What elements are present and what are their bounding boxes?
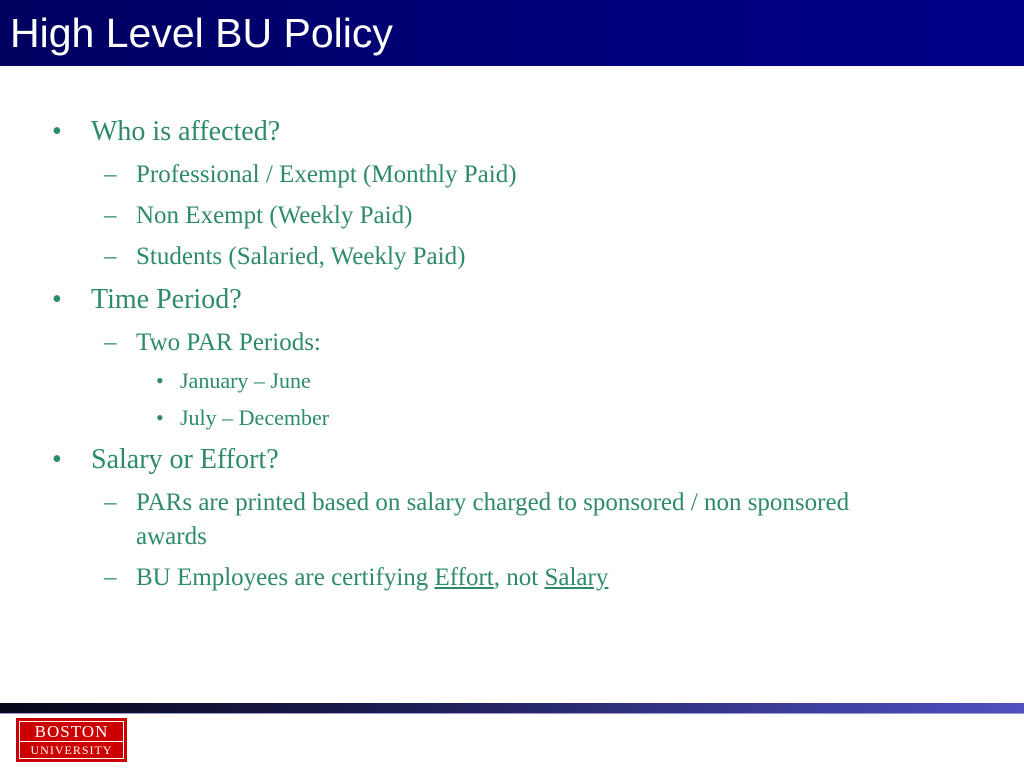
sub-bullet-marker: – — [104, 564, 117, 591]
certifying-middle: , not — [493, 564, 545, 591]
logo-text-university: UNIVERSITY — [30, 743, 113, 757]
sub-sub-bullet-marker: • — [156, 368, 164, 393]
sub-bullet-pars-printed-line1: PARs are printed based on salary charged to sponsored / non sponsored — [136, 489, 850, 516]
sub-bullet-certifying-effort — [136, 562, 608, 594]
logo-frame — [19, 721, 124, 759]
sub-sub-bullet-january-june: January – June — [180, 368, 311, 393]
certifying-prefix: BU Employees are certifying — [136, 564, 435, 591]
sub-bullet-pars-printed-line2: awards — [136, 523, 207, 550]
sub-bullet-marker: – — [104, 202, 117, 229]
boston-university-logo — [16, 718, 127, 762]
sub-bullet-marker: – — [104, 489, 117, 516]
effort-underlined: Effort — [434, 564, 494, 591]
sub-bullet-students: Students (Salaried, Weekly Paid) — [136, 243, 466, 270]
bullet-marker: • — [52, 284, 62, 315]
sub-bullet-professional-exempt: Professional / Exempt (Monthly Paid) — [136, 161, 517, 188]
footer-band — [0, 703, 1024, 713]
sub-sub-bullet-july-december: July – December — [180, 405, 330, 430]
sub-bullet-marker: – — [104, 329, 117, 356]
bullet-marker: • — [52, 444, 62, 475]
sub-bullet-marker: – — [104, 243, 117, 270]
logo-text-boston: BOSTON — [20, 722, 123, 742]
bullet-who-is-affected: Who is affected? — [91, 116, 281, 147]
sub-bullet-two-par-periods: Two PAR Periods: — [136, 329, 321, 356]
bullet-salary-or-effort: Salary or Effort? — [91, 444, 279, 475]
slide-title: High Level BU Policy — [10, 10, 393, 56]
salary-underlined: Salary — [544, 564, 609, 591]
sub-sub-bullet-marker: • — [156, 405, 164, 430]
footer-divider — [0, 713, 1024, 714]
bullet-marker: • — [52, 116, 62, 147]
bullet-time-period: Time Period? — [91, 284, 242, 315]
sub-bullet-non-exempt: Non Exempt (Weekly Paid) — [136, 202, 413, 229]
sub-bullet-marker: – — [104, 161, 117, 188]
